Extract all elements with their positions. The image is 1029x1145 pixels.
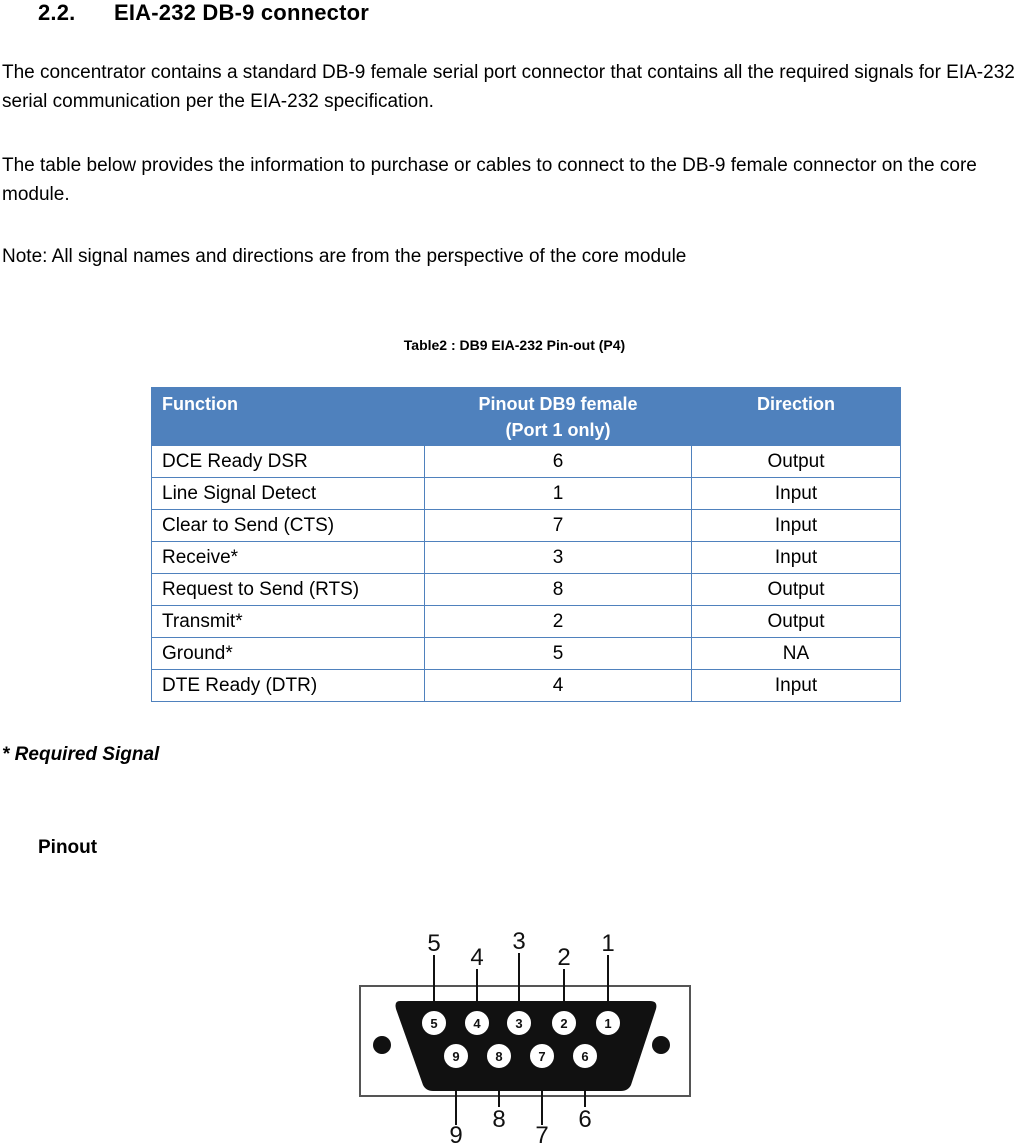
- intro-paragraph: The concentrator contains a standard DB-9 female serial port connector that contains all the required signals for EIA-232 serial communication per the EIA-232 specification.: [2, 62, 1015, 112]
- header-pinout: [425, 388, 692, 446]
- header-direction: Direction: [692, 388, 901, 446]
- pin-label-outer: 8: [492, 1106, 506, 1133]
- cell-direction: Input: [692, 542, 901, 574]
- pin-label-outer: 5: [427, 930, 441, 957]
- pinout-heading: Pinout: [38, 837, 98, 858]
- pin-label-inner: 1: [604, 1016, 612, 1031]
- table-row: [152, 542, 901, 574]
- pin-label-inner: 9: [452, 1049, 460, 1064]
- cell-direction: Output: [692, 606, 901, 638]
- pin-label-outer: 6: [578, 1106, 592, 1133]
- note-paragraph: Note: All signal names and directions are from the perspective of the core module: [2, 246, 687, 267]
- mounting-hole-left-icon: [373, 1036, 391, 1054]
- cell-pin: 6: [425, 446, 692, 478]
- pin-label-outer: 9: [449, 1122, 463, 1145]
- table-caption: Table2 : DB9 EIA-232 Pin-out (P4): [403, 337, 626, 353]
- pin-label-outer: 1: [601, 930, 615, 957]
- cell-direction: Input: [692, 510, 901, 542]
- pin-label-inner: 3: [515, 1016, 523, 1031]
- cell-pin: 5: [425, 638, 692, 670]
- cell-pin: 3: [425, 542, 692, 574]
- pinout-table: [151, 387, 901, 702]
- cell-pin: 7: [425, 510, 692, 542]
- cell-direction: Output: [692, 446, 901, 478]
- pin-label-outer: 3: [512, 928, 526, 955]
- cell-function: Ground*: [152, 638, 425, 670]
- cell-direction: NA: [692, 638, 901, 670]
- table-intro-paragraph: The table below provides the information to purchase or cables to connect to the DB-9 female connector on the core module.: [2, 155, 977, 205]
- section-number: 2.2.: [38, 0, 76, 25]
- cell-function: Receive*: [152, 542, 425, 574]
- cell-function: Clear to Send (CTS): [152, 510, 425, 542]
- pin-label-inner: 8: [495, 1049, 503, 1064]
- required-signal-note: * Required Signal: [2, 744, 160, 765]
- pin-label-inner: 6: [581, 1049, 589, 1064]
- section-title: EIA-232 DB-9 connector: [114, 0, 370, 25]
- table-header-row: [152, 388, 901, 446]
- pin-label-inner: 2: [560, 1016, 568, 1031]
- pin-label-inner: 4: [473, 1016, 481, 1031]
- pin-label-outer: 4: [470, 944, 484, 971]
- section-heading: [38, 0, 369, 26]
- cell-function: Request to Send (RTS): [152, 574, 425, 606]
- cell-pin: 2: [425, 606, 692, 638]
- cell-pin: 4: [425, 670, 692, 702]
- table-row: [152, 670, 901, 702]
- mounting-hole-right-icon: [652, 1036, 670, 1054]
- table-row: [152, 638, 901, 670]
- db9-connector-diagram: [358, 925, 694, 1145]
- cell-direction: Input: [692, 478, 901, 510]
- pin-label-inner: 5: [430, 1016, 438, 1031]
- cell-direction: Output: [692, 574, 901, 606]
- header-function: Function: [152, 388, 425, 446]
- pin-label-outer: 7: [535, 1122, 549, 1145]
- table-row: [152, 574, 901, 606]
- header-pinout-line2: (Port 1 only): [505, 420, 611, 440]
- cell-function: DCE Ready DSR: [152, 446, 425, 478]
- cell-function: Transmit*: [152, 606, 425, 638]
- pin-label-inner: 7: [538, 1049, 546, 1064]
- table-row: [152, 478, 901, 510]
- cell-function: DTE Ready (DTR): [152, 670, 425, 702]
- table-row: [152, 446, 901, 478]
- cell-function: Line Signal Detect: [152, 478, 425, 510]
- header-pinout-line1: Pinout DB9 female: [478, 394, 638, 414]
- table-row: [152, 606, 901, 638]
- table-row: [152, 510, 901, 542]
- pin-label-outer: 2: [557, 944, 571, 971]
- cell-direction: Input: [692, 670, 901, 702]
- cell-pin: 1: [425, 478, 692, 510]
- cell-pin: 8: [425, 574, 692, 606]
